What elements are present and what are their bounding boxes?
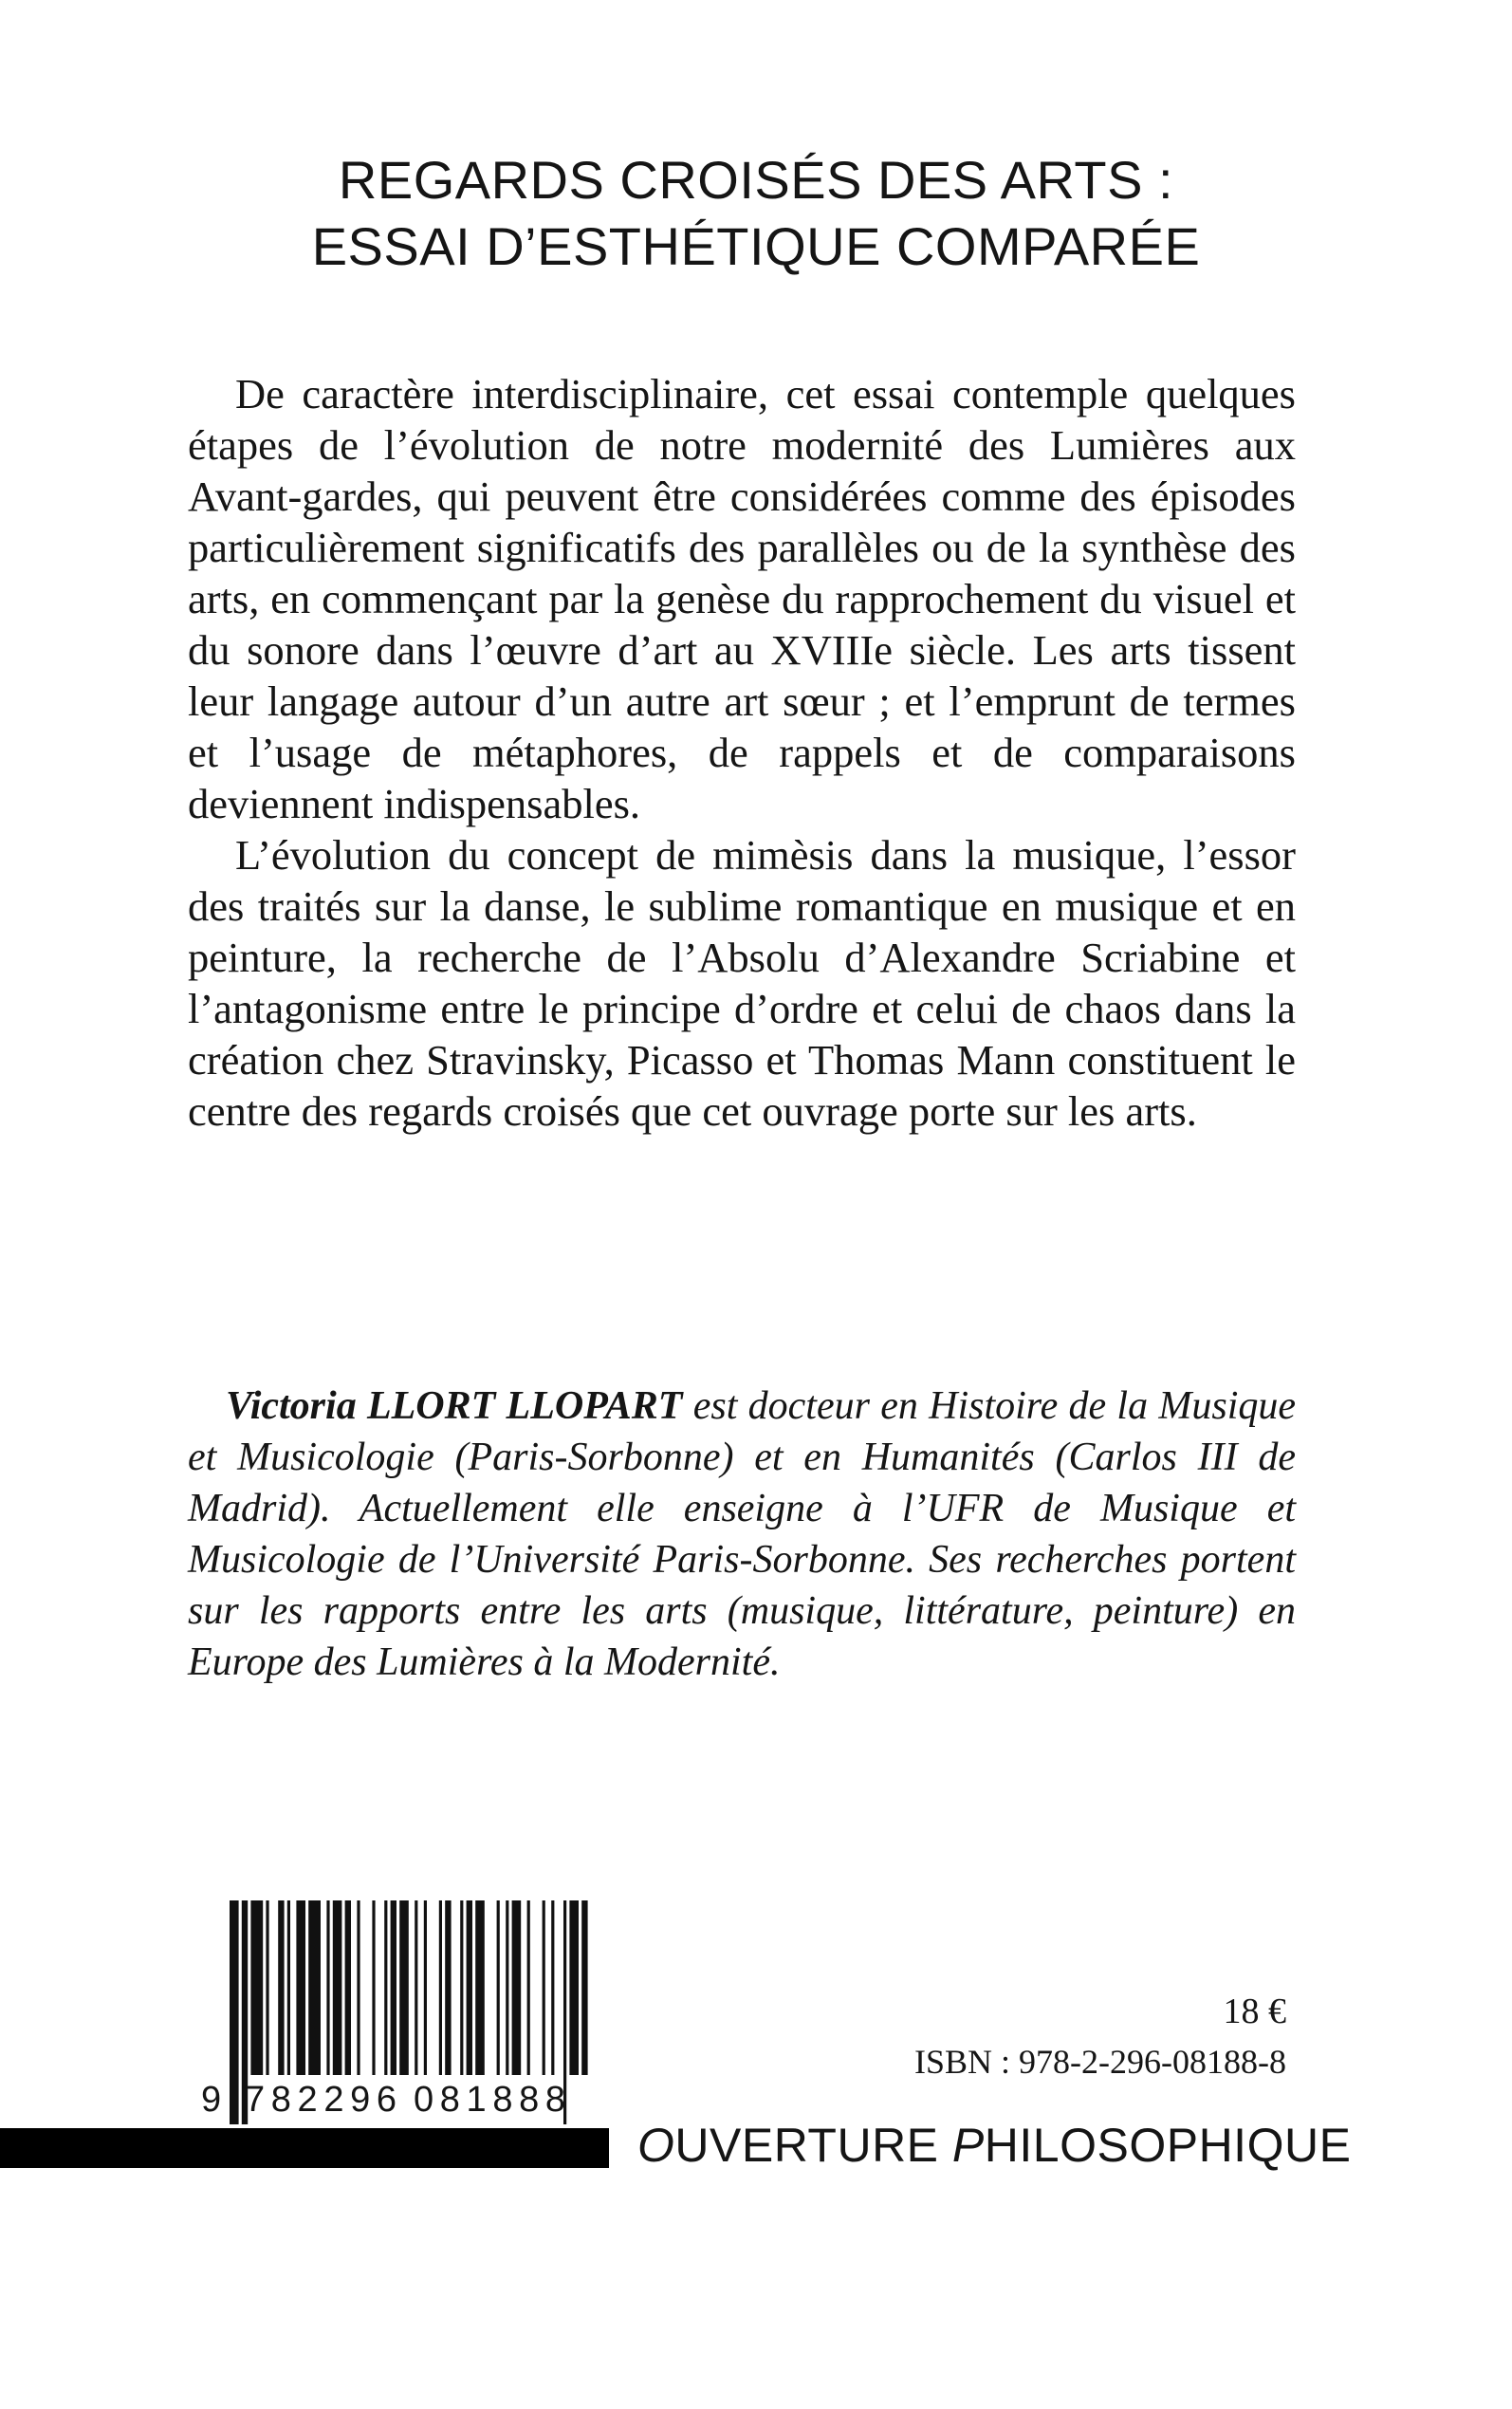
barcode-bar [308, 1900, 321, 2075]
barcode-graphic [199, 1900, 598, 2138]
collection-initial-1: O [637, 2119, 675, 2172]
author-bio-text: est docteur en Histoire de la Musique et Musicologie (Paris-Sorbonne) et en Humanités (Carlos III de Madrid). Actuellement elle enseigne à l’UFR de Musique et Musicologie de l’Université Paris-Sorbonne. Ses recherches portent sur les rapports entre les arts (musique, littérature, peinture) en Europe des Lumières à la Modernité. [188, 1384, 1297, 1684]
barcode-bar [424, 1900, 427, 2075]
collection-bar [0, 2128, 609, 2168]
barcode-bar [296, 1900, 305, 2075]
blurb-paragraph-2: L’évolution du concept de mimèsis dans la musique, l’essor des traités sur la danse, le sublime romantique en musique et en peinture, la recherche de l’Absolu d’Alexandre Scriabine et l’antagonisme entre le principe d’ordre et celui de chaos dans la création chez Stravinsky, Picasso et Thomas Mann constituent le centre des regards croisés que cet ouvrage porte sur les arts. [188, 831, 1296, 1135]
blurb-paragraph-1: De caractère interdisciplinaire, cet essai contemple quelques étapes de l’évolution de notre modernité des Lumières aux Avant-gardes, qui peuvent être considérées comme des épisodes particulièrement significatifs des parallèles ou de la synthèse des arts, en commençant par la genèse du rapprochement du visuel et du sonore dans l’œuvre d’art au XVIIIe siècle. Les arts tissent leur langage autour d’un autre art sœur ; et l’emprunt de termes et l’usage de métaphores, de rappels et de comparaisons deviennent indispensables. [188, 370, 1296, 827]
barcode-right-digits: 081888 [414, 2080, 565, 2120]
barcode-bar [581, 1900, 587, 2075]
barcode-bar [326, 1900, 329, 2075]
barcode-bar [439, 1900, 442, 2075]
barcode-bar [384, 1900, 387, 2075]
barcode-bar [287, 1900, 290, 2075]
book-title-line-2: ESSAI D’ESTHÉTIQUE COMPARÉE [311, 216, 1201, 276]
barcode-left-digits: 782296 [245, 2080, 396, 2120]
barcode-bar [527, 1900, 530, 2075]
author-name: Victoria LLORT LLOPART [226, 1384, 683, 1428]
barcode-bar [278, 1900, 284, 2075]
barcode-bar [497, 1900, 500, 2075]
barcode-bar [475, 1900, 485, 2075]
collection-name [637, 2117, 1351, 2174]
price: 18 € [1223, 1992, 1286, 2031]
author-bio [188, 1381, 1296, 1688]
barcode-bar [467, 1900, 472, 2075]
isbn-barcode [199, 1900, 598, 2138]
book-blurb [188, 368, 1296, 1137]
barcode-bar [543, 1900, 545, 2075]
barcode-bar [445, 1900, 451, 2075]
collection-word-2: HILOSOPHIQUE [984, 2119, 1352, 2172]
barcode-bar [357, 1900, 360, 2075]
barcode-bar [399, 1900, 409, 2075]
barcode-bar [506, 1900, 508, 2075]
barcode-bar [333, 1900, 342, 2075]
barcode-bar [230, 1900, 239, 2124]
barcode-bar [266, 1900, 268, 2075]
barcode-bar [512, 1900, 522, 2075]
barcode-bar [551, 1900, 554, 2075]
barcode-first-digit: 9 [201, 2080, 222, 2120]
collection-word-1: UVERTURE [674, 2119, 952, 2172]
isbn-number: ISBN : 978-2-296-08188-8 [914, 2043, 1286, 2081]
barcode-bar [250, 1900, 263, 2075]
barcode-bar [460, 1900, 463, 2075]
book-title-line-1: REGARDS CROISÉS DES ARTS : [338, 150, 1174, 210]
barcode-bar [415, 1900, 417, 2075]
barcode-bar [372, 1900, 375, 2075]
barcode-bar [391, 1900, 396, 2075]
barcode-bar [345, 1900, 351, 2075]
barcode-bar [569, 1900, 579, 2075]
collection-initial-2: P [951, 2119, 985, 2172]
book-title [0, 147, 1512, 280]
